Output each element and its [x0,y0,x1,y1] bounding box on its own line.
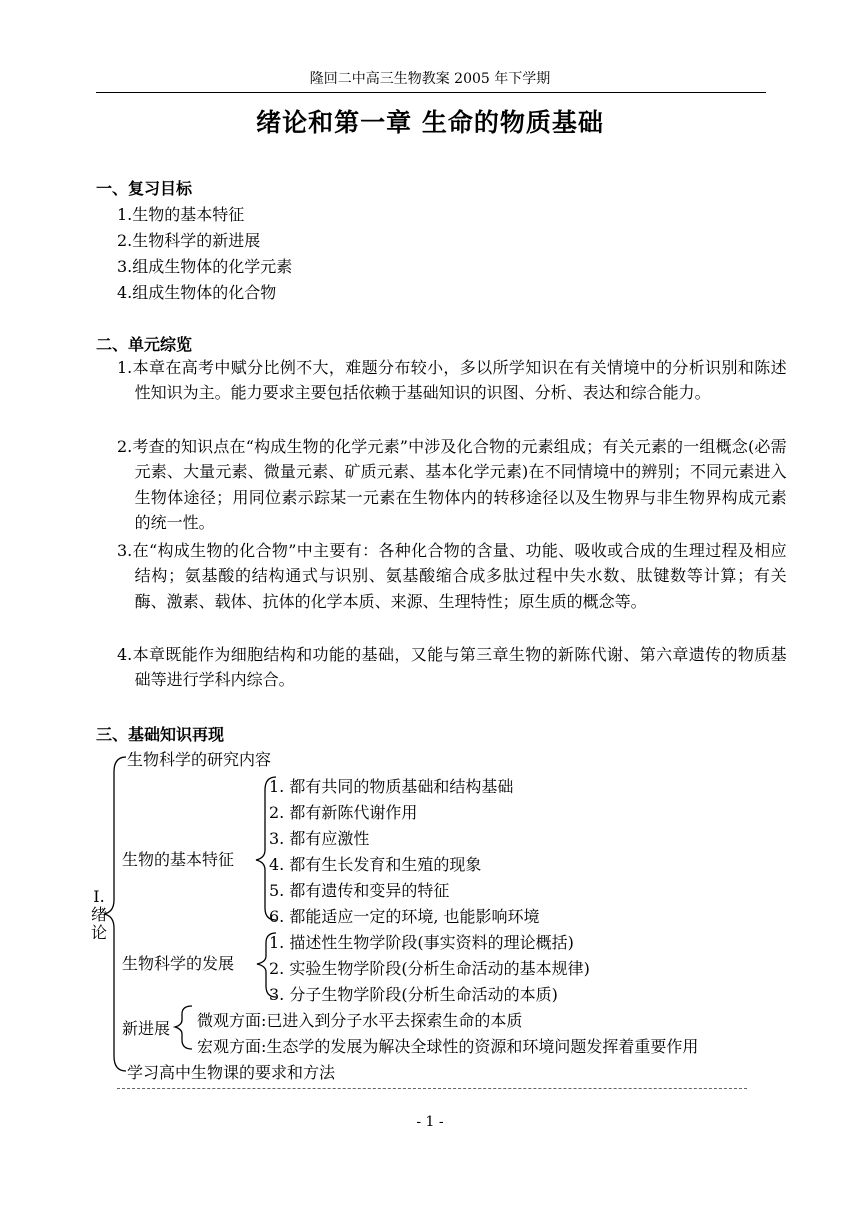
feature-item: 3. 都有应激性 [269,829,370,848]
overview-paragraph: 4.本章既能作为细胞结构和功能的基础，又能与第三章生物的新陈代谢、第六章遗传的物质基础等进行学科内综合。 [117,645,787,690]
feature-item: 6. 都能适应一定的环境, 也能影响环境 [269,907,540,926]
feature-item: 1. 都有共同的物质基础和结构基础 [269,777,514,796]
overview-paragraph: 1.本章在高考中赋分比例不大，难题分布较小，多以所学知识在有关情境中的分析识别和陈述性知识为主。能力要求主要包括依赖于基础知识的识图、分析、表达和综合能力。 [117,358,787,403]
development-item: 1. 描述性生物学阶段(事实资料的理论概括) [269,933,574,952]
page-header: 隆回二中高三生物教案 2005 年下学期 [309,71,551,87]
header-rule [96,92,766,93]
feature-item: 2. 都有新陈代谢作用 [269,803,418,822]
objective-item: 1.生物的基本特征 [117,205,245,224]
section-2-heading: 二、单元综览 [96,335,193,354]
objective-item: 2.生物科学的新进展 [117,231,261,250]
section-1-heading: 一、复习目标 [96,179,193,198]
feature-item: 4. 都有生长发育和生殖的现象 [269,855,482,874]
new-progress-item: 宏观方面:生态学的发展为解决全球性的资源和环境问题发挥着重要作用 [197,1037,699,1056]
overview-paragraph: 2.考查的知识点在“构成生物的化学元素”中涉及化合物的元素组成；有关元素的一组概念(必需元素、大量元素、微量元素、矿质元素、基本化学元素)在不同情境中的辨别；不同元素进入生物体途径；用同位素示踪某一元素在生物体内的转移途径以及生物界与非生物界构成元素的统一性。 [117,437,787,532]
new-progress-label: 新进展 [122,1019,171,1038]
development-label: 生物科学的发展 [122,954,235,973]
page-number: - 1 - [416,1114,444,1130]
footer-dashed-rule [117,1088,747,1089]
study-method-label: 学习高中生物课的要求和方法 [127,1063,336,1082]
development-item: 2. 实验生物学阶段(分析生命活动的基本规律) [269,959,590,978]
root-label: I.绪论 [90,887,107,942]
document-title: 绪论和第一章 生命的物质基础 [256,108,604,137]
feature-item: 5. 都有遗传和变异的特征 [269,881,450,900]
section-3-heading: 三、基础知识再现 [96,725,225,744]
new-progress-brace [175,1006,192,1049]
objective-item: 3.组成生物体的化学元素 [117,257,293,276]
overview-paragraph: 3.在“构成生物的化合物”中主要有：各种化合物的含量、功能、吸收或合成的生理过程及相应结构；氨基酸的结构通式与识别、氨基酸缩合成多肽过程中失水数、肽键数等计算；有关酶、激素、载体、抗体的化学本质、来源、生理特性；原生质的概念等。 [117,541,787,611]
features-label: 生物的基本特征 [122,850,235,869]
research-content-label: 生物科学的研究内容 [127,750,272,769]
objective-item: 4.组成生物体的化合物 [117,283,277,302]
development-item: 3. 分子生物学阶段(分析生命活动的本质) [269,985,558,1004]
new-progress-item: 微观方面:已进入到分子水平去探索生命的本质 [197,1011,523,1030]
